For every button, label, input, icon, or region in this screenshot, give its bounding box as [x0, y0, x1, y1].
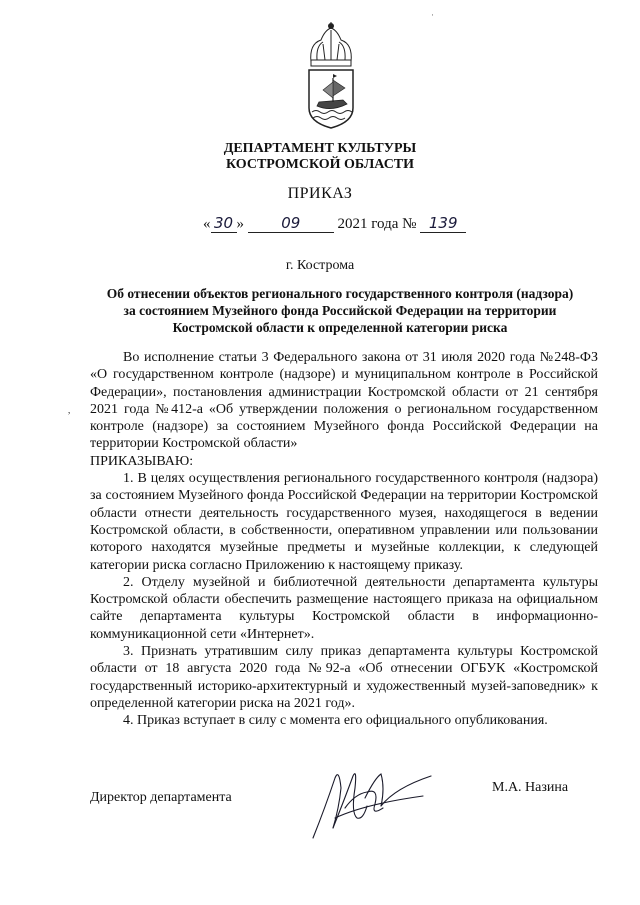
item-4: 4. Приказ вступает в силу с момента его официального опубликования. [123, 713, 548, 729]
city: г. Кострома [285, 258, 355, 273]
open-quote: « [203, 216, 211, 232]
scan-dot: · [431, 10, 434, 20]
department-name [0, 141, 640, 173]
date-day: 30 [211, 214, 237, 233]
command-word: ПРИКАЗЫВАЮ: [90, 453, 194, 469]
handwritten-signature [305, 758, 435, 848]
item-3: 3. Признать утратившим силу приказ департамента культуры Костромской области от 18 августа 2020 года №92-а «Об отнесении ОГБУК «Костромской государственный историко-архитектурный и художественный музей-заповедник» к определенной категории риска на 2021 год». [90, 644, 598, 711]
date-year-text: 2021 года № [337, 216, 417, 232]
department-line-1: ДЕПАРТАМЕНТ КУЛЬТУРЫ [223, 141, 417, 156]
date-number-line [203, 214, 503, 236]
preamble-paragraph: Во исполнение статьи 3 Федерального закона от 31 июля 2020 года №248-ФЗ «О государственном контроле (надзоре) и муниципальном контроле в Российской Федерации», постановления администрации Костромской области от 21 сентября 2021 года №412-а «Об утверждении положения о региональном государственном контроле (надзоре) за состоянием Музейного фонда Российской Федерации на территории Костромской области» [90, 350, 598, 452]
signatory-role: Директор департамента [90, 790, 232, 805]
order-number: 139 [420, 214, 466, 233]
close-quote: » [236, 216, 244, 232]
document-subject: Об отнесении объектов регионального государственного контроля (надзора) за состоянием Музейного фонда Российской Федерации на территории Костромской области к определенной категории риска [106, 286, 574, 335]
document-type-title: ПРИКАЗ [287, 185, 353, 202]
signatory-name: М.А. Назина [492, 780, 569, 795]
item-1: 1. В целях осуществления регионального государственного контроля (надзора) за состоянием Музейного фонда Российской Федерации на территории Костромской области отнести деятельность государственного музея, находящегося в ведении Костромской области, в собственности, оперативном управлении или пользовании которого находятся музейные предметы и музейные коллекции, к следующей категории риска согласно Приложению к настоящему приказу. [90, 471, 598, 573]
document-body [90, 349, 598, 730]
coat-of-arms-emblem [303, 22, 359, 130]
margin-mark: , [68, 405, 71, 415]
item-2: 2. Отделу музейной и библиотечной деятельности департамента культуры Костромской области обеспечить размещение настоящего приказа на официальном сайте департамента культуры Костромской области в информационно-коммуникационной сети «Интернет». [90, 574, 598, 642]
department-line-2: КОСТРОМСКОЙ ОБЛАСТИ [225, 157, 415, 172]
date-month: 09 [248, 214, 334, 233]
